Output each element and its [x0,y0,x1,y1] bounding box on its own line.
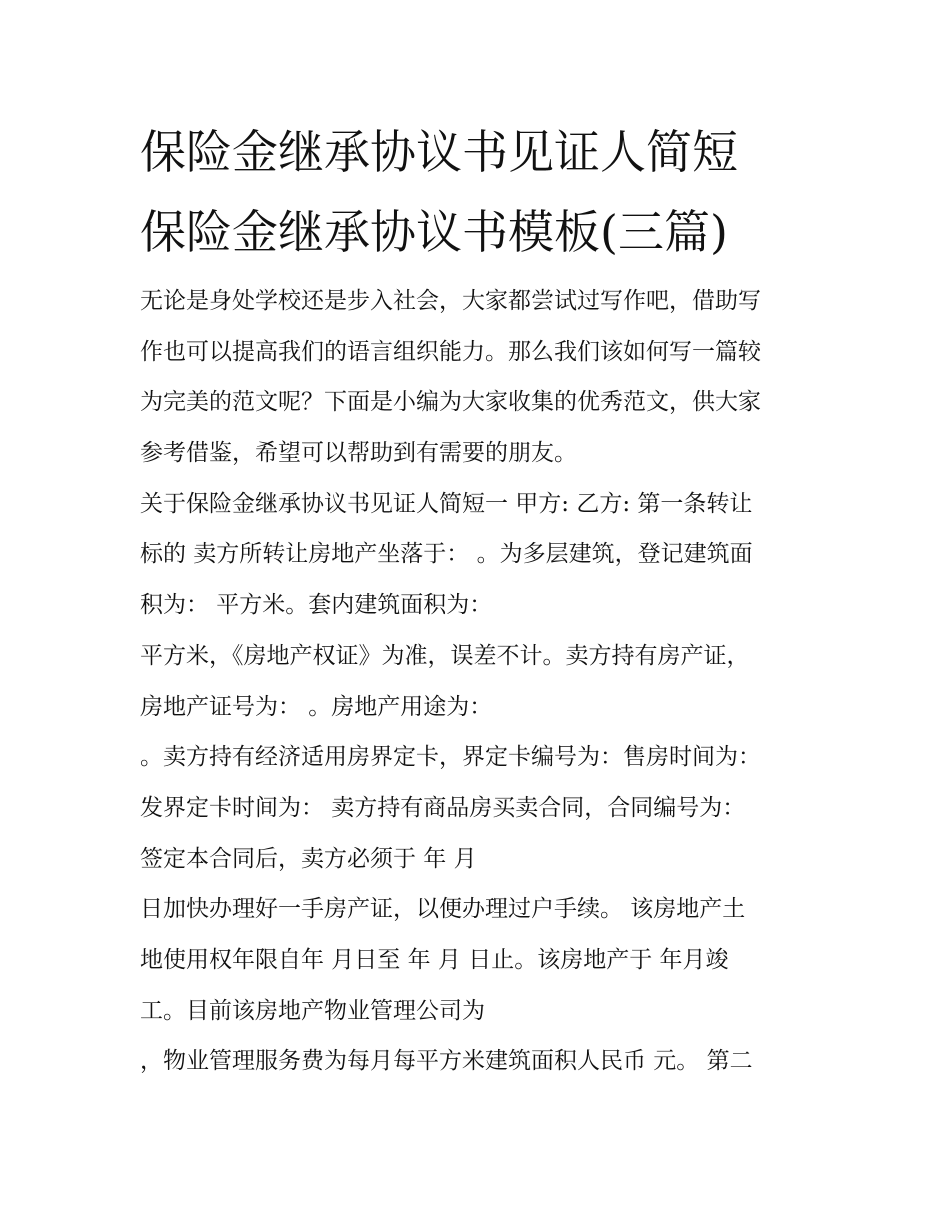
title-line-2: 保险金继承协议书模板(三篇) [140,205,728,259]
body-line: 日加快办理好一手房产证，以便办理过户手续。 该房地产土 [140,896,746,923]
body-line: 参考借鉴，希望可以帮助到有需要的朋友。 [140,440,577,467]
body-line: 关于保险金继承协议书见证人简短一 甲方: 乙方: 第一条转让 [140,490,753,517]
body-line: ，物业管理服务费为每月每平方米建筑面积人民币 元。 第二 [140,1048,753,1075]
body-line: 发界定卡时间为： 卖方持有商品房买卖合同，合同编号为： [140,794,746,821]
body-line: 作也可以提高我们的语言组织能力。那么我们该如何写一篇较 [140,338,761,365]
body-line: 签定本合同后，卖方必须于 年 月 [140,845,477,872]
body-line: 地使用权年限自年 月日至 年 月 日止。该房地产于 年月竣 [140,946,729,973]
body-line: 。卖方持有经济适用房界定卡，界定卡编号为：售房时间为： [140,744,761,771]
body-line: 无论是身处学校还是步入社会，大家都尝试过写作吧，借助写 [140,288,761,314]
body-line: 房地产证号为： 。房地产用途为： [140,693,493,720]
title-line-1: 保险金继承协议书见证人简短 [140,125,738,179]
body-line: 标的 卖方所转让房地产坐落于： 。为多层建筑，登记建筑面 [140,541,753,568]
document-title [140,112,840,272]
body-line: 平方米，《房地产权证》为准，误差不计。卖方持有房产证， [140,642,750,669]
document-body [140,276,830,1087]
body-line: 积为： 平方米。套内建筑面积为： [140,592,493,619]
body-line: 为完美的范文呢？下面是小编为大家收集的优秀范文，供大家 [140,389,761,416]
body-line: 工。目前该房地产物业管理公司为 [140,997,485,1024]
